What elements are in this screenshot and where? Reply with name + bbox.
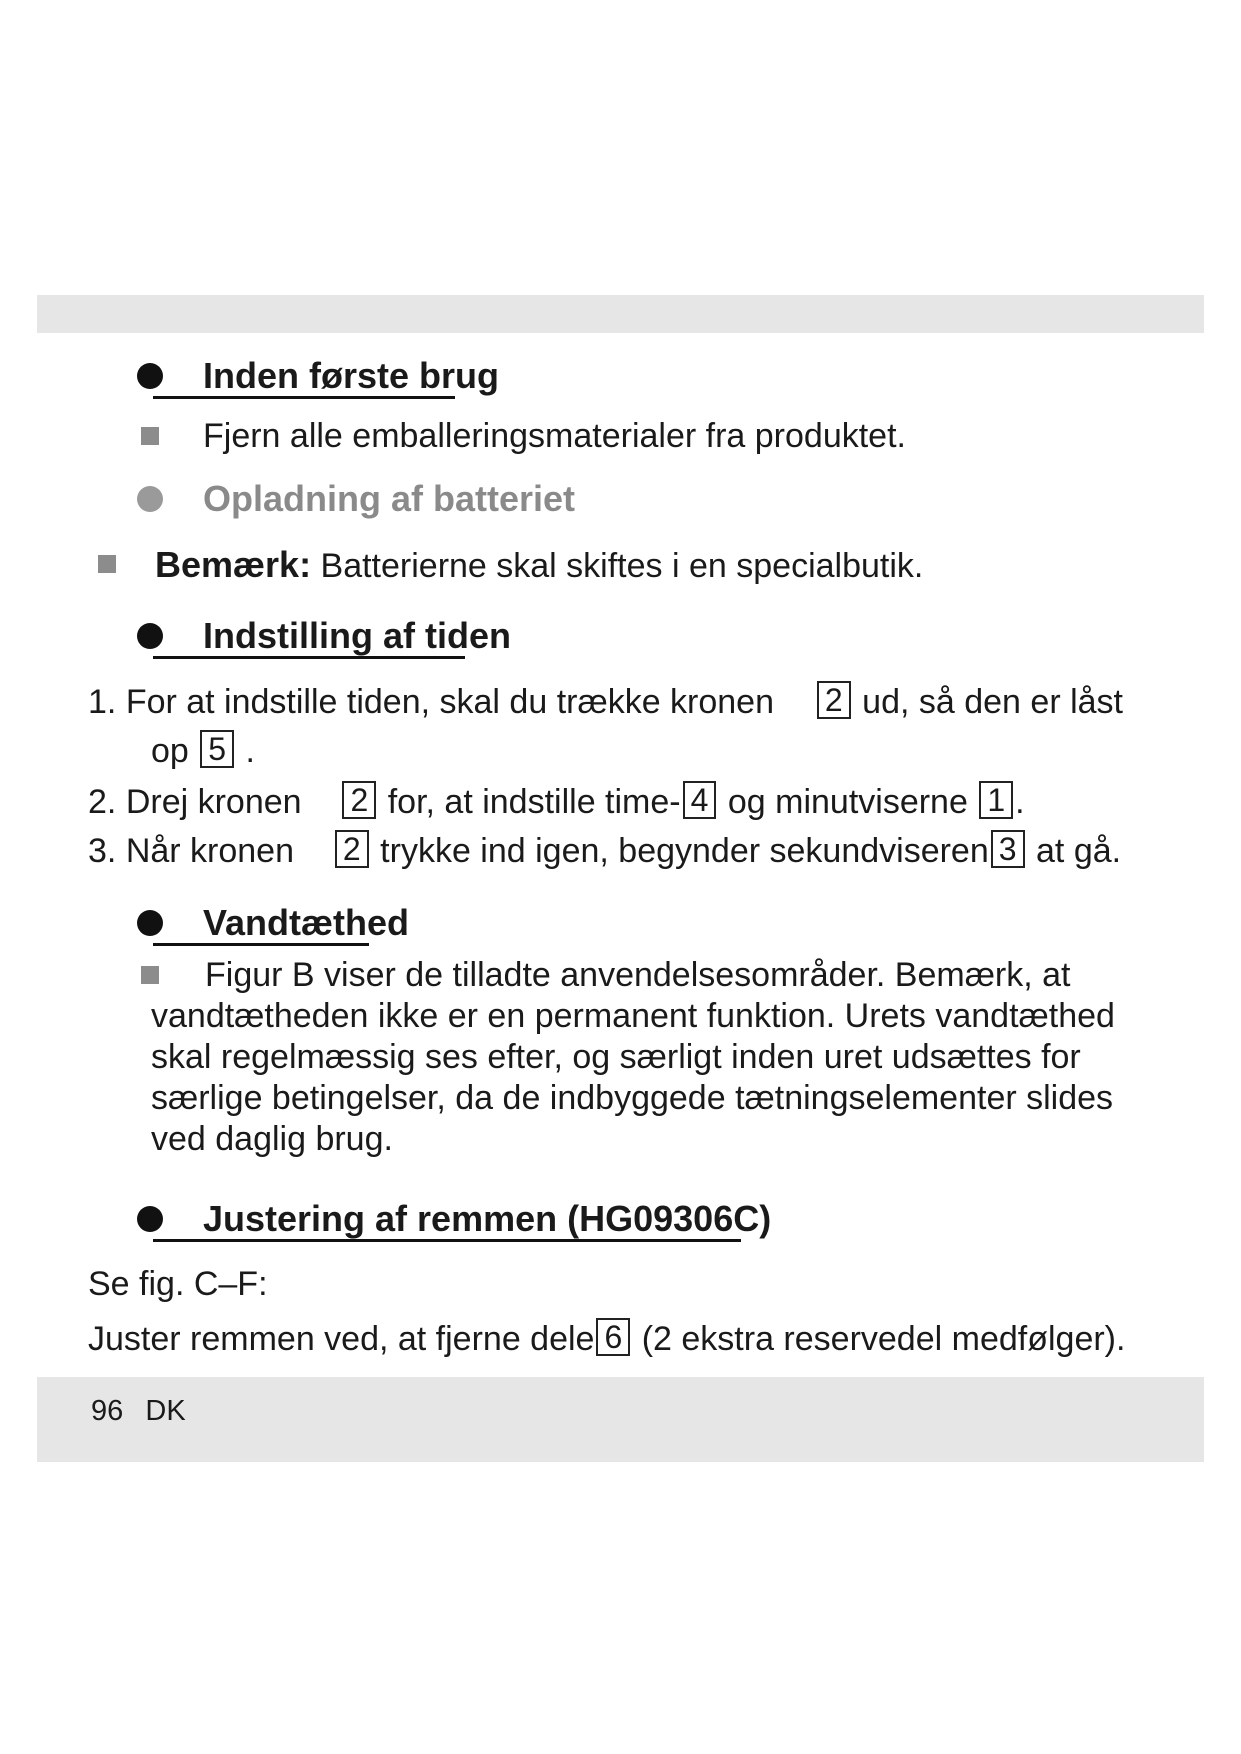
square-bullet-icon: [141, 427, 159, 445]
water-paragraph: [151, 955, 1131, 1160]
step-1-line-2: [151, 730, 255, 771]
step-text: .: [245, 732, 255, 770]
step-text: at gå.: [1036, 832, 1122, 870]
step-text: trykke ind igen, begynder sekundviseren: [380, 832, 989, 870]
step-text: op: [151, 732, 189, 770]
heading-water: Vandtæthed: [203, 902, 410, 943]
footer: [91, 1394, 186, 1428]
heading-underline: [153, 943, 369, 946]
step-text: For at indstille tiden, skal du trække kronen: [125, 683, 775, 721]
step-3: [88, 830, 1121, 871]
step-1-line-1: [88, 681, 1123, 722]
strap-line-2: [88, 1318, 1125, 1359]
note-text: Batterierne skal skiftes i en specialbutik.: [320, 547, 924, 585]
first-use-item: Fjern alle emballeringsmaterialer fra produktet.: [203, 417, 906, 455]
step-text: og minutviserne: [727, 783, 968, 821]
ref-box: 2: [335, 830, 369, 868]
header-band: [37, 295, 1204, 333]
bullet-dot-icon: [137, 486, 163, 512]
step-number: 2.: [88, 783, 117, 821]
ref-box: 2: [817, 681, 851, 719]
step-text: Når kronen: [125, 832, 295, 870]
charging-note: [155, 545, 923, 586]
language-code: DK: [145, 1395, 186, 1427]
water-text: Figur B viser de tilladte anvendelsesområder. Bemærk, at vandtætheden ikke er en permanent funktion. Urets vandtæthed skal regelmæssig ses efter, og særligt inden uret udsættes for særlige betingelser, da de indbyggede tætningselementer slides ved daglig brug.: [151, 956, 1115, 1158]
heading-underline: [153, 396, 455, 399]
step-text: ud, så den er låst: [862, 683, 1123, 721]
strap-text: (2 ekstra reservedel medfølger).: [641, 1320, 1126, 1358]
strap-line-1: Se fig. C–F:: [88, 1265, 268, 1303]
bullet-dot-icon: [137, 363, 163, 389]
square-bullet-icon: [98, 555, 116, 573]
step-text: Drej kronen: [125, 783, 302, 821]
step-number: 1.: [88, 683, 117, 721]
heading-underline: [153, 1239, 741, 1242]
ref-box: 6: [596, 1318, 630, 1356]
heading-underline: [153, 656, 465, 659]
bullet-dot-icon: [137, 910, 163, 936]
page-number: 96: [91, 1395, 124, 1427]
ref-box: 3: [991, 830, 1025, 868]
step-2: [88, 781, 1025, 822]
note-label: Bemærk:: [155, 544, 312, 585]
bullet-dot-icon: [137, 623, 163, 649]
step-number: 3.: [88, 832, 117, 870]
strap-text: Juster remmen ved, at fjerne dele: [88, 1320, 595, 1358]
step-text: for, at indstille time-: [387, 783, 681, 821]
ref-box: 4: [683, 781, 717, 819]
heading-charging: Opladning af batteriet: [203, 478, 576, 519]
heading-strap: Justering af remmen (HG09306C): [203, 1198, 772, 1239]
ref-box: 5: [200, 730, 234, 768]
heading-time-setting: Indstilling af tiden: [203, 615, 511, 656]
footer-band: [37, 1377, 1204, 1462]
step-text: .: [1015, 783, 1025, 821]
ref-box: 2: [342, 781, 376, 819]
bullet-dot-icon: [137, 1206, 163, 1232]
heading-first-use: Inden første brug: [203, 355, 499, 396]
ref-box: 1: [979, 781, 1013, 819]
